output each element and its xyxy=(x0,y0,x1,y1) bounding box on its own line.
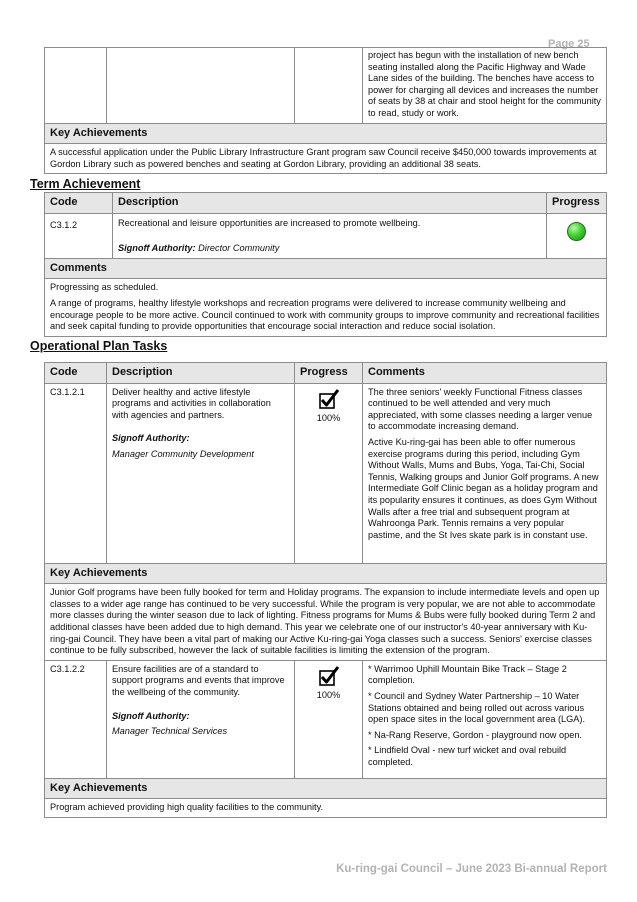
task-description-cell xyxy=(107,383,295,563)
col-code-header: Code xyxy=(45,193,113,214)
operational-tasks-table xyxy=(44,362,607,818)
signoff-label: Signoff Authority: xyxy=(112,433,190,444)
task-comment: The three seniors' weekly Functional Fitness classes continued to be well attended and very much appreciated, with some classes needing a larger venue to accommodate increasing demand. xyxy=(368,386,593,432)
term-progress-cell xyxy=(547,213,607,258)
empty-code-cell xyxy=(45,48,107,124)
term-description-cell xyxy=(113,213,547,258)
signoff-authority: Manager Technical Services xyxy=(112,726,228,737)
checkbox-checked-icon xyxy=(318,389,340,411)
task-comments-cell xyxy=(363,660,607,778)
key-achievements-header: Key Achievements xyxy=(45,778,607,799)
task-code: C3.1.2.2 xyxy=(45,660,107,778)
col-description-header: Description xyxy=(113,193,547,214)
term-comment-1: Progressing as scheduled. xyxy=(50,282,159,293)
col-comments-header: Comments xyxy=(363,363,607,384)
col-code-header: Code xyxy=(45,363,107,384)
operational-tasks-title: Operational Plan Tasks xyxy=(30,339,168,353)
comments-header: Comments xyxy=(45,258,607,279)
task-comment: * Lindfield Oval - new turf wicket and oval rebuild completed. xyxy=(368,745,567,767)
term-achievement-title: Term Achievement xyxy=(30,177,141,191)
term-comments xyxy=(45,279,607,336)
key-achievements-text: Program achieved providing high quality facilities to the community. xyxy=(45,799,607,818)
key-achievements-header: Key Achievements xyxy=(45,123,607,144)
report-footer: Ku-ring-gai Council – June 2023 Bi-annual Report xyxy=(336,863,607,875)
key-achievements-text: Junior Golf programs have been fully booked for term and Holiday programs. The expansion to include intermediate levels and open up classes to a wider age range has continued to be very successful. While the program is very popular, we are not able to accommodate more classes during the winter season due to lack of lighting. Fitness programs for Mums & Bubs were fully booked during Term 2 and additional classes have been added due to high demand. This year we celebrate one of our instructor's 40-year anniversary with Ku-ring-gai Council. They have been a vital part of making our Active Ku-ring-gai Yoga classes such a success. Seniors' exercise classes continue to be fully subscribed, however the lack of suitable facilities is limiting the extension of the program. xyxy=(45,584,607,661)
task-comment: * Warrimoo Uphill Mountain Bike Track – Stage 2 completion. xyxy=(368,663,567,686)
col-description-header: Description xyxy=(107,363,295,384)
continued-comment: project has begun with the installation of new bench seating installed along the Pacific Highway and Wade Lane sides of the building. The benches have access to power for charging all devices and increases the number of seats by 38 at chair and stool height for the community to read, study or work. xyxy=(363,48,607,124)
col-progress-header: Progress xyxy=(547,193,607,214)
key-achievements-header: Key Achievements xyxy=(45,563,607,584)
term-comment-2: A range of programs, healthy lifestyle workshops and recreation programs were delivered to increase community wellbeing and encourage people to be more active. Council continued to work with community groups to improve community and recreational facilities and seek capital funding to provide opportunities that encourage social interaction and reduce social isolation. xyxy=(50,297,600,332)
task-description: Deliver healthy and active lifestyle programs and activities in collaboration with agencies and partners. xyxy=(112,386,271,420)
task-comment: * Council and Sydney Water Partnership – 10 Water Stations obtained and being rolled out across various open space sites in the local government area (LGA). xyxy=(368,690,586,725)
empty-progress-cell xyxy=(295,48,363,124)
progress-percent: 100% xyxy=(316,412,341,423)
task-description: Ensure facilities are of a standard to support programs and events that improve the wellbeing of the community. xyxy=(112,663,285,697)
checkbox-checked-icon xyxy=(318,666,340,688)
term-description: Recreational and leisure opportunities are increased to promote wellbeing. xyxy=(118,217,421,228)
term-code: C3.1.2 xyxy=(45,213,113,258)
signoff-label: Signoff Authority: xyxy=(118,243,196,254)
signoff-authority: Director Community xyxy=(198,243,280,254)
col-progress-header: Progress xyxy=(295,363,363,384)
task-comments-cell xyxy=(363,383,607,563)
page-number: Page 25 xyxy=(548,38,590,50)
status-indicator-icon xyxy=(567,222,586,241)
task-description-cell xyxy=(107,660,295,778)
task-code: C3.1.2.1 xyxy=(45,383,107,563)
progress-percent: 100% xyxy=(316,689,341,700)
continued-task-table xyxy=(44,47,607,174)
signoff-authority: Manager Community Development xyxy=(112,448,254,459)
task-progress-cell xyxy=(295,383,363,563)
task-comment: Active Ku-ring-gai has been able to offer numerous exercise programs during this period, including Gym Without Walls, Mums and Bubs, Yoga, Tai-Chi, Social Tennis, Walking groups and Junior Golf programs. A new Intermediate Golf Clinic began as a holiday program and its popularity ensures it continues, as does Gym Without Walls after a free trial and subsequent program at Wahroonga Park. Tennis remains a very popular pastime, and the St Ives skate park is in constant use. xyxy=(368,436,599,540)
task-progress-cell xyxy=(295,660,363,778)
term-achievement-table xyxy=(44,192,607,337)
empty-description-cell xyxy=(107,48,295,124)
key-achievements-text: A successful application under the Public Library Infrastructure Grant program saw Council receive $450,000 towards improvements at Gordon Library such as powered benches and seating at Gordon Library, providing an additional 38 seats. xyxy=(45,144,607,174)
task-comment: * Na-Rang Reserve, Gordon - playground now open. xyxy=(368,729,582,740)
signoff-label: Signoff Authority: xyxy=(112,710,190,721)
